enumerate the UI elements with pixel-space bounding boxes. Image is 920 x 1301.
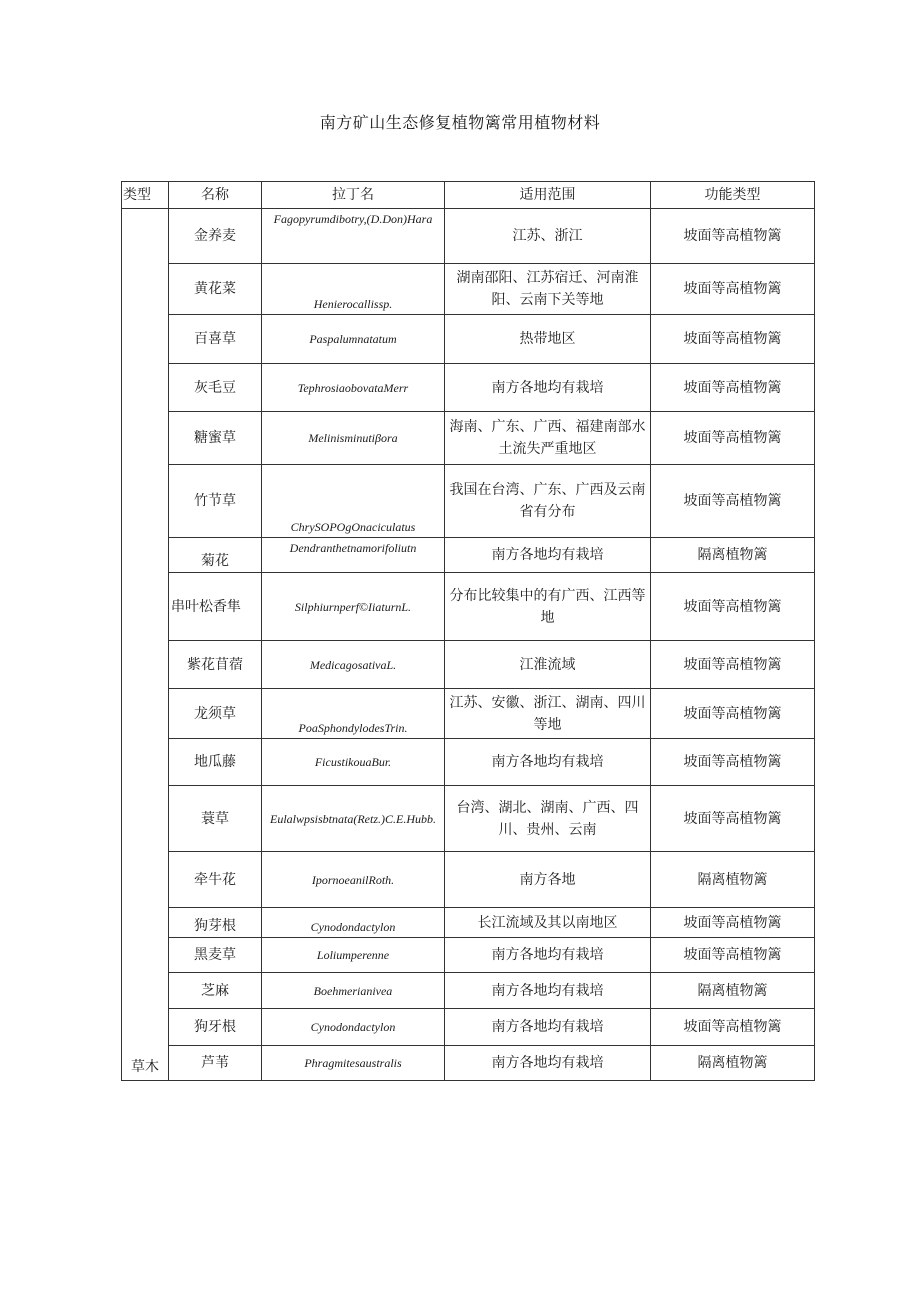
latin-name: Silphiurnperf©IiaturnL. [262,573,445,641]
header-range: 适用范围 [445,182,651,209]
latin-name: Fagopyrumdibotry,(D.Don)Hara [262,209,445,264]
applicable-range: 海南、广东、广西、福建南部水土流失严重地区 [445,412,651,465]
applicable-range: 我国在台湾、广东、广西及云南省有分布 [445,465,651,538]
table-row [122,412,815,465]
latin-name: FicustikouaBur. [262,739,445,786]
function-type: 隔离植物篱 [651,538,815,573]
table-row [122,1009,815,1046]
plant-name: 狗牙根 [169,1009,262,1046]
latin-name: Eulalwpsisbtnata(Retz.)C.E.Hubb. [262,786,445,852]
applicable-range: 江苏、安徽、浙江、湖南、四川等地 [445,689,651,739]
category-cell: 草木 [122,209,169,1081]
applicable-range: 江苏、浙江 [445,209,651,264]
plant-name: 芝麻 [169,973,262,1009]
latin-name: Cynodondactylon [262,1009,445,1046]
table-row [122,538,815,573]
latin-name: Loliumperenne [262,938,445,973]
table-row [122,973,815,1009]
header-name: 名称 [169,182,262,209]
plant-name: 地瓜藤 [169,739,262,786]
page-title: 南方矿山生态修复植物篱常用植物材料 [319,113,601,132]
applicable-range: 湖南邵阳、江苏宿迁、河南淮阳、云南下关等地 [445,264,651,315]
plant-name: 龙须草 [169,689,262,739]
plant-name: 灰毛豆 [169,364,262,412]
function-type: 坡面等高植物篱 [651,573,815,641]
function-type: 坡面等高植物篱 [651,315,815,364]
function-type: 坡面等高植物篱 [651,641,815,689]
function-type: 坡面等高植物篱 [651,689,815,739]
table-row [122,209,815,264]
applicable-range: 热带地区 [445,315,651,364]
plant-name: 黄花菜 [169,264,262,315]
plant-name: 黑麦草 [169,938,262,973]
latin-name: ChrySOPOgOnaciculatus [262,465,445,538]
latin-name: Cynodondactylon [262,908,445,938]
latin-name: Melinisminutiβora [262,412,445,465]
latin-name: Henierocallissp. [262,264,445,315]
applicable-range: 分布比较集中的有广西、江西等地 [445,573,651,641]
plant-name: 牵牛花 [169,852,262,908]
table-row [122,852,815,908]
plant-table [121,181,815,1081]
table-row [122,315,815,364]
table-row [122,641,815,689]
function-type: 坡面等高植物篱 [651,209,815,264]
function-type: 坡面等高植物篱 [651,264,815,315]
latin-name: Phragmitesaustralis [262,1046,445,1081]
function-type: 隔离植物篱 [651,973,815,1009]
function-type: 隔离植物篱 [651,1046,815,1081]
plant-name: 狗芽根 [169,908,262,938]
applicable-range: 长江流域及其以南地区 [445,908,651,938]
applicable-range: 南方各地均有栽培 [445,938,651,973]
applicable-range: 江淮流域 [445,641,651,689]
plant-name: 菊花 [169,538,262,573]
function-type: 坡面等高植物篱 [651,739,815,786]
table-row [122,1046,815,1081]
function-type: 隔离植物篱 [651,852,815,908]
table-row [122,264,815,315]
applicable-range: 南方各地均有栽培 [445,538,651,573]
latin-name: Paspalumnatatum [262,315,445,364]
applicable-range: 南方各地 [445,852,651,908]
latin-name: Boehmerianivea [262,973,445,1009]
table-row [122,465,815,538]
latin-name: PoaSphondylodesTrin. [262,689,445,739]
header-function: 功能类型 [651,182,815,209]
function-type: 坡面等高植物篱 [651,786,815,852]
header-latin: 拉丁名 [262,182,445,209]
function-type: 坡面等高植物篱 [651,908,815,938]
applicable-range: 南方各地均有栽培 [445,1046,651,1081]
header-row [122,182,815,209]
plant-name: 串叶松香隼 [169,573,262,641]
plant-name: 竹节草 [169,465,262,538]
latin-name: Dendranthetnamorifoliutn [262,538,445,573]
applicable-range: 南方各地均有栽培 [445,364,651,412]
latin-name: IpornoeanilRoth. [262,852,445,908]
function-type: 坡面等高植物篱 [651,364,815,412]
table-row [122,786,815,852]
applicable-range: 南方各地均有栽培 [445,1009,651,1046]
applicable-range: 南方各地均有栽培 [445,973,651,1009]
function-type: 坡面等高植物篱 [651,465,815,538]
table-row [122,739,815,786]
plant-name: 紫花苜蓿 [169,641,262,689]
table-row [122,938,815,973]
table-row [122,689,815,739]
latin-name: MedicagosativaL. [262,641,445,689]
applicable-range: 南方各地均有栽培 [445,739,651,786]
table-row [122,908,815,938]
plant-name: 金养麦 [169,209,262,264]
plant-name: 糖蜜草 [169,412,262,465]
plant-name: 蓑草 [169,786,262,852]
function-type: 坡面等高植物篱 [651,938,815,973]
plant-name: 百喜草 [169,315,262,364]
latin-name: TephrosiaobovataMerr [262,364,445,412]
function-type: 坡面等高植物篱 [651,412,815,465]
header-type: 类型 [122,182,169,209]
function-type: 坡面等高植物篱 [651,1009,815,1046]
applicable-range: 台湾、湖北、湖南、广西、四川、贵州、云南 [445,786,651,852]
table-row [122,364,815,412]
table-row [122,573,815,641]
plant-name: 芦苇 [169,1046,262,1081]
